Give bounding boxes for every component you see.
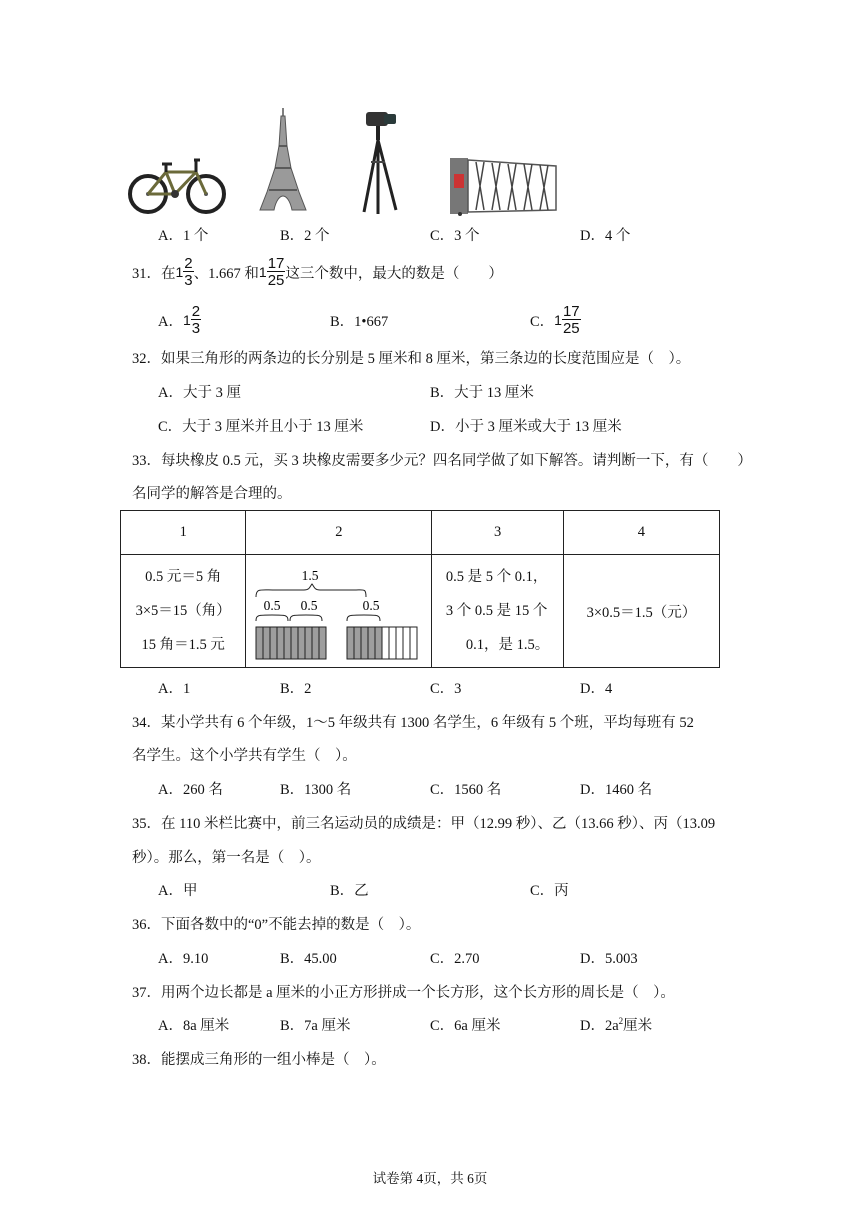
q31-option-a-fraction — [191, 304, 201, 336]
q33-option-a[interactable]: A．1 — [158, 681, 191, 697]
q31-option-a[interactable] — [158, 300, 201, 340]
q33-diagram-total: 1.5 — [301, 568, 319, 583]
q31-stem — [132, 252, 503, 292]
q31-option-a-num: 2 — [191, 303, 201, 320]
q36-option-a[interactable]: A．9.10 — [158, 951, 209, 967]
q37-option-c[interactable]: C．6a 厘米 — [430, 1018, 501, 1034]
q34-option-d[interactable]: D．1460 名 — [580, 782, 653, 798]
q33-option-d[interactable]: D．4 — [580, 681, 613, 697]
q31-mixed1-num: 2 — [184, 255, 193, 272]
page-footer: 试卷第 4页，共 6页 — [372, 1171, 488, 1186]
q31-option-a-den: 3 — [191, 320, 201, 337]
retractable-gate-icon — [448, 152, 560, 216]
q30-option-d[interactable]: D．4 个 — [580, 228, 631, 244]
q31-option-b[interactable]: B．1•667 — [330, 314, 389, 330]
q33-option-c[interactable]: C．3 — [430, 681, 462, 697]
q33-cell-1-line2: 3×5＝15（角） — [135, 603, 231, 619]
q31-option-a-label: A． — [158, 313, 183, 330]
q31-suffix: 这三个数中，最大的数是（ ） — [285, 265, 503, 282]
q37-option-d-prefix: D．2a — [580, 1018, 619, 1034]
q32-option-c[interactable]: C．大于 3 厘米并且小于 13 厘米 — [158, 419, 364, 435]
q35-option-c[interactable]: C．丙 — [530, 883, 569, 899]
tripod-icon — [354, 110, 410, 216]
q33-cell-1 — [121, 555, 246, 668]
q37-option-d[interactable] — [580, 1014, 652, 1035]
q32-stem: 32．如果三角形的两条边的长分别是 5 厘米和 8 厘米，第三条边的长度范围应是（ ）。 — [132, 351, 691, 367]
q33-cell-3 — [432, 555, 563, 668]
q33-diagram-label-3: 0.5 — [362, 598, 380, 613]
q37-option-a[interactable]: A．8a 厘米 — [158, 1018, 230, 1034]
q32-option-b[interactable]: B．大于 13 厘米 — [430, 385, 534, 401]
q31-option-c-num: 17 — [562, 303, 580, 320]
q33-strip-right — [347, 627, 417, 659]
q33-body-row — [121, 555, 720, 668]
q33-diagram-label-1: 0.5 — [263, 598, 281, 613]
q34-option-b[interactable]: B．1300 名 — [280, 782, 352, 798]
q33-option-b[interactable]: B．2 — [280, 681, 312, 697]
q30-option-a[interactable]: A．1 个 — [158, 228, 209, 244]
q33-cell-1-line3: 15 角＝1.5 元 — [141, 637, 225, 653]
q33-stem-line1: 33．每块橡皮 0.5 元，买 3 块橡皮需要多少元？四名同学做了如下解答。请判断一下，有（ ） — [132, 453, 752, 469]
q35-option-a[interactable]: A．甲 — [158, 883, 198, 899]
q36-option-b[interactable]: B．45.00 — [280, 951, 337, 967]
tower-icon — [258, 106, 308, 212]
q36-option-d[interactable]: D．5.003 — [580, 951, 638, 967]
bicycle-icon — [128, 150, 226, 216]
q31-option-c-fraction — [562, 304, 581, 336]
q31-option-c[interactable] — [530, 300, 581, 340]
q37-option-d-exponent: 2 — [618, 1016, 624, 1027]
q36-option-c[interactable]: C．2.70 — [430, 951, 480, 967]
q33-strip-diagram — [246, 555, 431, 667]
q32-option-a[interactable]: A．大于 3 厘 — [158, 385, 241, 401]
q35-stem-line2: 秒）。那么，第一名是（ ）。 — [132, 850, 321, 866]
q34-option-a[interactable]: A．260 名 — [158, 782, 223, 798]
q33-cell-4: 3×0.5＝1.5（元） — [563, 555, 719, 668]
q35-option-b[interactable]: B．乙 — [330, 883, 369, 899]
q33-header-2: 2 — [246, 511, 432, 555]
q31-mixed1-den: 3 — [184, 272, 193, 289]
q38-stem: 38．能摆成三角形的一组小棒是（ ）。 — [132, 1052, 386, 1068]
q37-option-d-suffix: 厘米 — [623, 1018, 653, 1034]
q31-option-c-label: C． — [530, 313, 555, 330]
q31-option-a-whole: 1 — [182, 312, 191, 328]
q31-mid: 、1.667 和 — [193, 265, 259, 282]
q36-stem: 36．下面各数中的“0”不能去掉的数是（ ）。 — [132, 917, 421, 933]
q33-cell-3-line2: 3 个 0.5 是 15 个 — [445, 603, 548, 619]
q33-cell-3-line1: 0.5 是 5 个 0.1， — [445, 569, 548, 585]
q30-option-c[interactable]: C．3 个 — [430, 228, 480, 244]
q34-option-c[interactable]: C．1560 名 — [430, 782, 502, 798]
q31-mixed1-fraction — [183, 256, 193, 288]
q33-diagram-label-2: 0.5 — [300, 598, 318, 613]
q31-mixed2-num: 17 — [267, 255, 285, 272]
q33-cell-3-line3: 0.1，是 1.5。 — [465, 637, 550, 653]
q33-cell-2 — [246, 555, 432, 668]
q37-stem: 37．用两个边长都是 a 厘米的小正方形拼成一个长方形，这个长方形的周长是（ ）。 — [132, 985, 675, 1001]
q33-stem-line2: 名同学的解答是合理的。 — [132, 486, 292, 502]
q33-header-1: 1 — [121, 511, 246, 555]
q33-cell-1-line1: 0.5 元＝5 角 — [145, 569, 222, 585]
q31-mixed2-whole: 1 — [258, 264, 267, 280]
q31-option-c-whole: 1 — [554, 312, 562, 328]
q31-option-c-den: 25 — [562, 320, 580, 337]
q31-mixed2-den: 25 — [267, 272, 285, 289]
q31-mixed1-whole: 1 — [175, 264, 184, 280]
q33-header-row — [121, 511, 720, 555]
q34-stem-line2: 名学生。这个小学共有学生（ ）。 — [132, 748, 357, 764]
q33-header-4: 4 — [563, 511, 719, 555]
q37-option-b[interactable]: B．7a 厘米 — [280, 1018, 351, 1034]
q31-mixed2-fraction — [267, 256, 286, 288]
q33-header-3: 3 — [432, 511, 563, 555]
q35-stem-line1: 35．在 110 米栏比赛中，前三名运动员的成绩是：甲（12.99 秒）、乙（13.66 秒）、丙（13.09 — [132, 816, 716, 832]
q33-strip-left — [256, 627, 326, 659]
q31-prefix: 31．在 — [132, 265, 176, 282]
q34-stem-line1: 34．某小学共有 6 个年级，1～5 年级共有 1300 名学生，6 年级有 5 个班，平均每班有 52 — [132, 715, 694, 731]
q32-option-d[interactable]: D．小于 3 厘米或大于 13 厘米 — [430, 419, 622, 435]
q30-option-b[interactable]: B．2 个 — [280, 228, 330, 244]
q33-table — [120, 510, 720, 668]
